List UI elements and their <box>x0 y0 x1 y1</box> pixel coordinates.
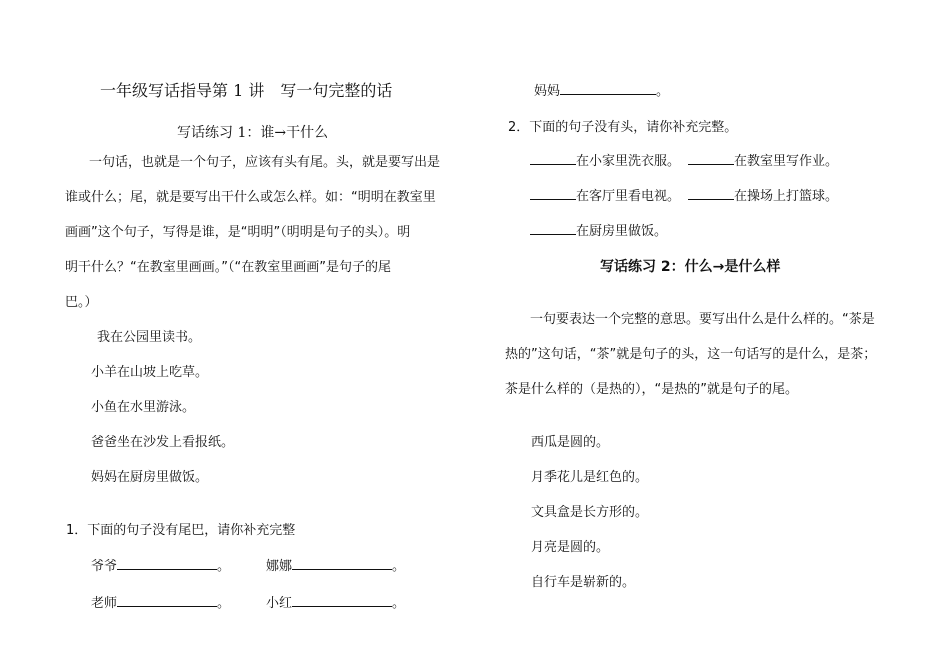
page-title: 一年级写话指导第 1 讲 写一句完整的话 <box>100 81 393 100</box>
period: 。 <box>392 596 406 611</box>
exercise2-prompt: 2．下面的句子没有头，请你补充完整。 <box>508 120 738 135</box>
subject-label: 妈妈 <box>534 84 561 99</box>
fill-row <box>688 185 838 204</box>
fill-row <box>266 592 405 611</box>
intro-line: 热的”这句话，“茶”就是句子的头，这一句话写的是什么，是茶； <box>505 347 877 362</box>
intro-line: 茶是什么样的（是热的），“是热的”就是句子的尾。 <box>505 382 798 397</box>
example-sentence: 小鱼在水里游泳。 <box>91 400 196 415</box>
answer-blank[interactable] <box>688 188 734 200</box>
exercise1-prompt: 1．下面的句子没有尾巴，请你补充完整 <box>66 523 296 538</box>
fill-row <box>91 592 230 611</box>
fill-row <box>534 80 669 99</box>
fill-row <box>530 185 680 204</box>
subject-label: 老师 <box>91 596 118 611</box>
intro-line: 巴。） <box>65 295 98 310</box>
sentence-ending: 在客厅里看电视。 <box>576 189 681 204</box>
practice2-title: 写话练习 2：什么→是什么样 <box>600 259 781 275</box>
fill-row <box>266 555 405 574</box>
example-sentence: 月季花儿是红色的。 <box>531 470 649 485</box>
example-sentence: 月亮是圆的。 <box>531 540 610 555</box>
intro-line: 一句要表达一个完整的意思。要写出什么是什么样的。“茶是 <box>530 312 875 327</box>
subject-label: 爷爷 <box>91 559 118 574</box>
answer-blank[interactable] <box>117 595 217 607</box>
sentence-ending: 在操场上打篮球。 <box>734 189 839 204</box>
example-sentence: 爸爸坐在沙发上看报纸。 <box>91 435 235 450</box>
fill-row <box>91 555 230 574</box>
period: 。 <box>217 596 231 611</box>
fill-row <box>530 150 680 169</box>
answer-blank[interactable] <box>117 558 217 570</box>
example-sentence: 我在公园里读书。 <box>97 330 202 345</box>
intro-line: 明干什么？“在教室里画画。”（“在教室里画画”是句子的尾 <box>65 260 391 275</box>
sentence-ending: 在教室里写作业。 <box>734 154 839 169</box>
example-sentence: 文具盒是长方形的。 <box>531 505 649 520</box>
answer-blank[interactable] <box>530 153 576 165</box>
example-sentence: 妈妈在厨房里做饭。 <box>91 470 209 485</box>
period: 。 <box>217 559 231 574</box>
example-sentence: 西瓜是圆的。 <box>531 435 610 450</box>
answer-blank[interactable] <box>560 83 656 95</box>
subject-label: 娜娜 <box>266 559 293 574</box>
answer-blank[interactable] <box>688 153 734 165</box>
intro-line: 一句话，也就是一个句子，应该有头有尾。头，就是要写出是 <box>89 155 441 170</box>
answer-blank[interactable] <box>292 558 392 570</box>
intro-line: 谁或什么；尾，就是要写出干什么或怎么样。如：“明明在教室里 <box>65 190 436 205</box>
example-sentence: 小羊在山坡上吃草。 <box>91 365 209 380</box>
sentence-ending: 在厨房里做饭。 <box>576 224 668 239</box>
fill-row <box>688 150 838 169</box>
subject-label: 小红 <box>266 596 293 611</box>
sentence-ending: 在小家里洗衣服。 <box>576 154 681 169</box>
answer-blank[interactable] <box>530 223 576 235</box>
fill-row <box>530 220 667 239</box>
period: 。 <box>656 84 670 99</box>
practice1-title: 写话练习 1：谁→干什么 <box>177 125 329 141</box>
period: 。 <box>392 559 406 574</box>
example-sentence: 自行车是崭新的。 <box>531 575 636 590</box>
answer-blank[interactable] <box>530 188 576 200</box>
intro-line: 画画”这个句子，写得是谁，是“明明”（明明是句子的头）。明 <box>65 225 411 240</box>
answer-blank[interactable] <box>292 595 392 607</box>
